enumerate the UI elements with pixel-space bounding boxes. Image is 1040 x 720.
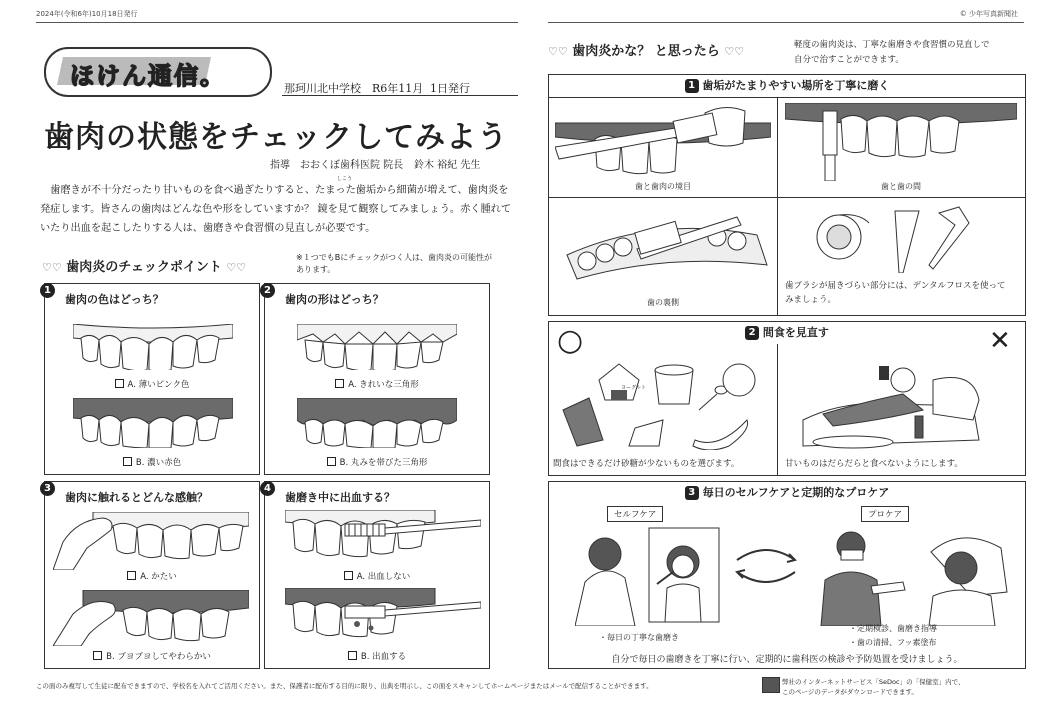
sedoc-line-1: 弊社のインターネットサービス「SeDoc」の「保健室」内で、 [782, 678, 965, 686]
section-1-divider-h [549, 197, 1025, 198]
cycle-arrows-icon [727, 540, 805, 590]
check-number-2: 2 [260, 280, 275, 299]
ruby-text: しこう [337, 176, 353, 182]
back-of-teeth-illustration [557, 205, 773, 285]
masthead-banner [44, 47, 272, 97]
masthead-title: ほけん通信。 [70, 62, 226, 90]
tooth-icon: ♡♡ [548, 45, 568, 58]
check-option-1a[interactable]: A. 薄いピンク色 [45, 378, 259, 390]
floss-note: 歯ブラシが届きづらい部分には、デンタルフロスを使ってみましょう。 [785, 281, 1006, 305]
section-1-title [549, 75, 1025, 97]
date-line: 2024年(令和6年)10月18日発行 [36, 10, 138, 18]
section-2-box [548, 321, 1026, 476]
headline: 歯肉の状態をチェックしてみよう [44, 120, 509, 155]
check-option-3b[interactable]: B. ブヨブヨしてやわらかい [45, 650, 259, 662]
pro-care-items [849, 622, 937, 650]
masthead-rule [282, 95, 518, 96]
healthy-snacks-illustration [559, 350, 769, 450]
rounded-gum-illustration [297, 398, 457, 448]
sedoc-logo [762, 677, 780, 693]
check-box-4 [264, 481, 490, 669]
dental-floss-illustration [799, 203, 1009, 273]
section-2-divider [777, 344, 778, 475]
good-snack-caption: 間食はできるだけ砂糖が少ないものを選びます。 [553, 459, 740, 469]
check-box-3 [44, 481, 260, 669]
section-1-number: 1 [685, 79, 699, 93]
section-1-box [548, 74, 1026, 316]
section-2-title-text: 間食を見直す [762, 326, 829, 339]
check-option-1b[interactable]: B. 濃い赤色 [45, 456, 259, 468]
section-2-title [549, 322, 1025, 344]
section-2-number: 2 [745, 326, 759, 340]
finger-touch-soft-illustration [53, 590, 249, 646]
check-number-1: 1 [40, 280, 55, 299]
publisher-credit: © 少年写真新聞社 [959, 10, 1018, 18]
bad-snack-caption: 甘いものはだらだらと食べないようにします。 [785, 459, 963, 469]
pro-care-illustration [811, 522, 1011, 626]
brushing-no-blood-illustration [285, 510, 481, 570]
pro-care-item: ・歯の清掃、フッ素塗布 [849, 638, 937, 647]
sedoc-line-2: このページのデータがダウンロードできます。 [782, 688, 918, 696]
check-number-3: 3 [40, 478, 55, 497]
check-option-3a[interactable]: A. かたい [45, 570, 259, 582]
checkpoint-heading-text: 歯肉炎のチェックポイント [66, 260, 222, 275]
section-3-summary: 自分で毎日の歯磨きを丁寧に行い、定期的に歯科医の検診や予防処置を受けましょう。 [611, 655, 963, 665]
finger-touch-firm-illustration [53, 512, 249, 570]
section-3-title-text: 毎日のセルフケアと定期的なプロケア [702, 486, 890, 499]
check-option-2a[interactable]: A. きれいな三角形 [265, 378, 489, 390]
yogurt-label: ヨーグルト [621, 385, 646, 391]
triangle-gum-illustration [297, 324, 457, 370]
check-question-4: 歯磨き中に出血する？ [285, 491, 395, 504]
section-3-box [548, 481, 1026, 669]
gumline-brushing-illustration [555, 103, 771, 181]
footer-notice: この面のみ複写して生徒に配布できますので、学校名を入れてご活用ください。また、保護者に配布する目的に限り、出典を明示し、この面をスキャンしてホームページまたはメールで配信することができます。 [36, 682, 653, 690]
bad-cross-icon: ✕ [989, 326, 1011, 356]
healthy-gum-illustration [73, 324, 233, 370]
author-role: 指導 おおくぼ歯科医院 院長 [270, 160, 404, 171]
right-heading-note: 軽度の歯肉炎は、丁寧な歯磨きや食習慣の見直しで自分で治すことができます。 [794, 40, 990, 65]
brushing-bleeding-illustration [285, 588, 481, 646]
self-care-item: ・毎日の丁寧な歯磨き [599, 633, 679, 642]
section-3-number: 3 [685, 486, 699, 500]
check-question-1: 歯肉の色はどっち？ [65, 293, 164, 306]
tooth-icon: ♡♡ [226, 261, 247, 274]
pro-care-label: プロケア [861, 506, 909, 522]
intro-paragraph: 歯磨きが不十分だったり甘いものを食べ過ぎたりすると、たまった歯垢から細菌が増えて、歯肉炎を発症します。皆さんの歯肉はどんな色や形をしていますか？ 鏡を見て観察してみましょう。赤く腫れていたり出血を起こしたりする人は、歯磨きや食習慣の見直しが必要です。 [40, 185, 512, 234]
caption-gumline: 歯と歯肉の境目 [635, 182, 691, 191]
header-rule [36, 22, 518, 23]
check-option-4a[interactable]: A. 出血しない [265, 570, 489, 582]
good-circle-icon: ○ [557, 323, 584, 358]
check-question-3: 歯肉に触れるとどんな感触？ [65, 491, 208, 504]
check-option-4b[interactable]: B. 出血する [265, 650, 489, 662]
caption-between: 歯と歯の間 [881, 182, 921, 191]
section-1-divider-v [777, 97, 778, 315]
issue-month: R6年11月 [372, 82, 424, 95]
header-rule-right [548, 22, 1024, 23]
tooth-icon: ♡♡ [724, 45, 745, 58]
check-box-2 [264, 283, 490, 475]
pro-care-item: ・定期検診、歯磨き指導 [849, 624, 937, 633]
checkpoint-note: ※１つでもBにチェックがつく人は、歯肉炎の可能性があります。 [296, 253, 492, 274]
caption-back: 歯の裏側 [647, 298, 679, 307]
section-1-rule [549, 97, 1025, 98]
tooth-icon: ♡♡ [42, 261, 62, 274]
right-heading-text: 歯肉炎かな？ と思ったら [572, 44, 720, 59]
self-care-illustration [575, 522, 725, 626]
lazy-snacking-illustration [783, 350, 983, 450]
check-option-2b[interactable]: B. 丸みを帯びた三角形 [265, 456, 489, 468]
school-name: 那珂川北中学校 [284, 82, 361, 95]
checkpoint-heading [42, 256, 246, 275]
red-gum-illustration [73, 398, 233, 448]
sedoc-info [782, 677, 1026, 697]
issue-day: 1日発行 [430, 82, 470, 95]
self-care-label: セルフケア [607, 506, 663, 522]
author-name: 鈴木 裕紀 先生 [414, 160, 481, 171]
section-3-title [549, 482, 1025, 504]
between-teeth-illustration [785, 103, 1017, 181]
right-heading [548, 40, 744, 59]
check-question-2: 歯肉の形はどっち？ [285, 293, 384, 306]
section-1-title-text: 歯垢がたまりやすい場所を丁寧に磨く [702, 79, 890, 92]
check-box-1 [44, 283, 260, 475]
check-number-4: 4 [260, 478, 275, 497]
